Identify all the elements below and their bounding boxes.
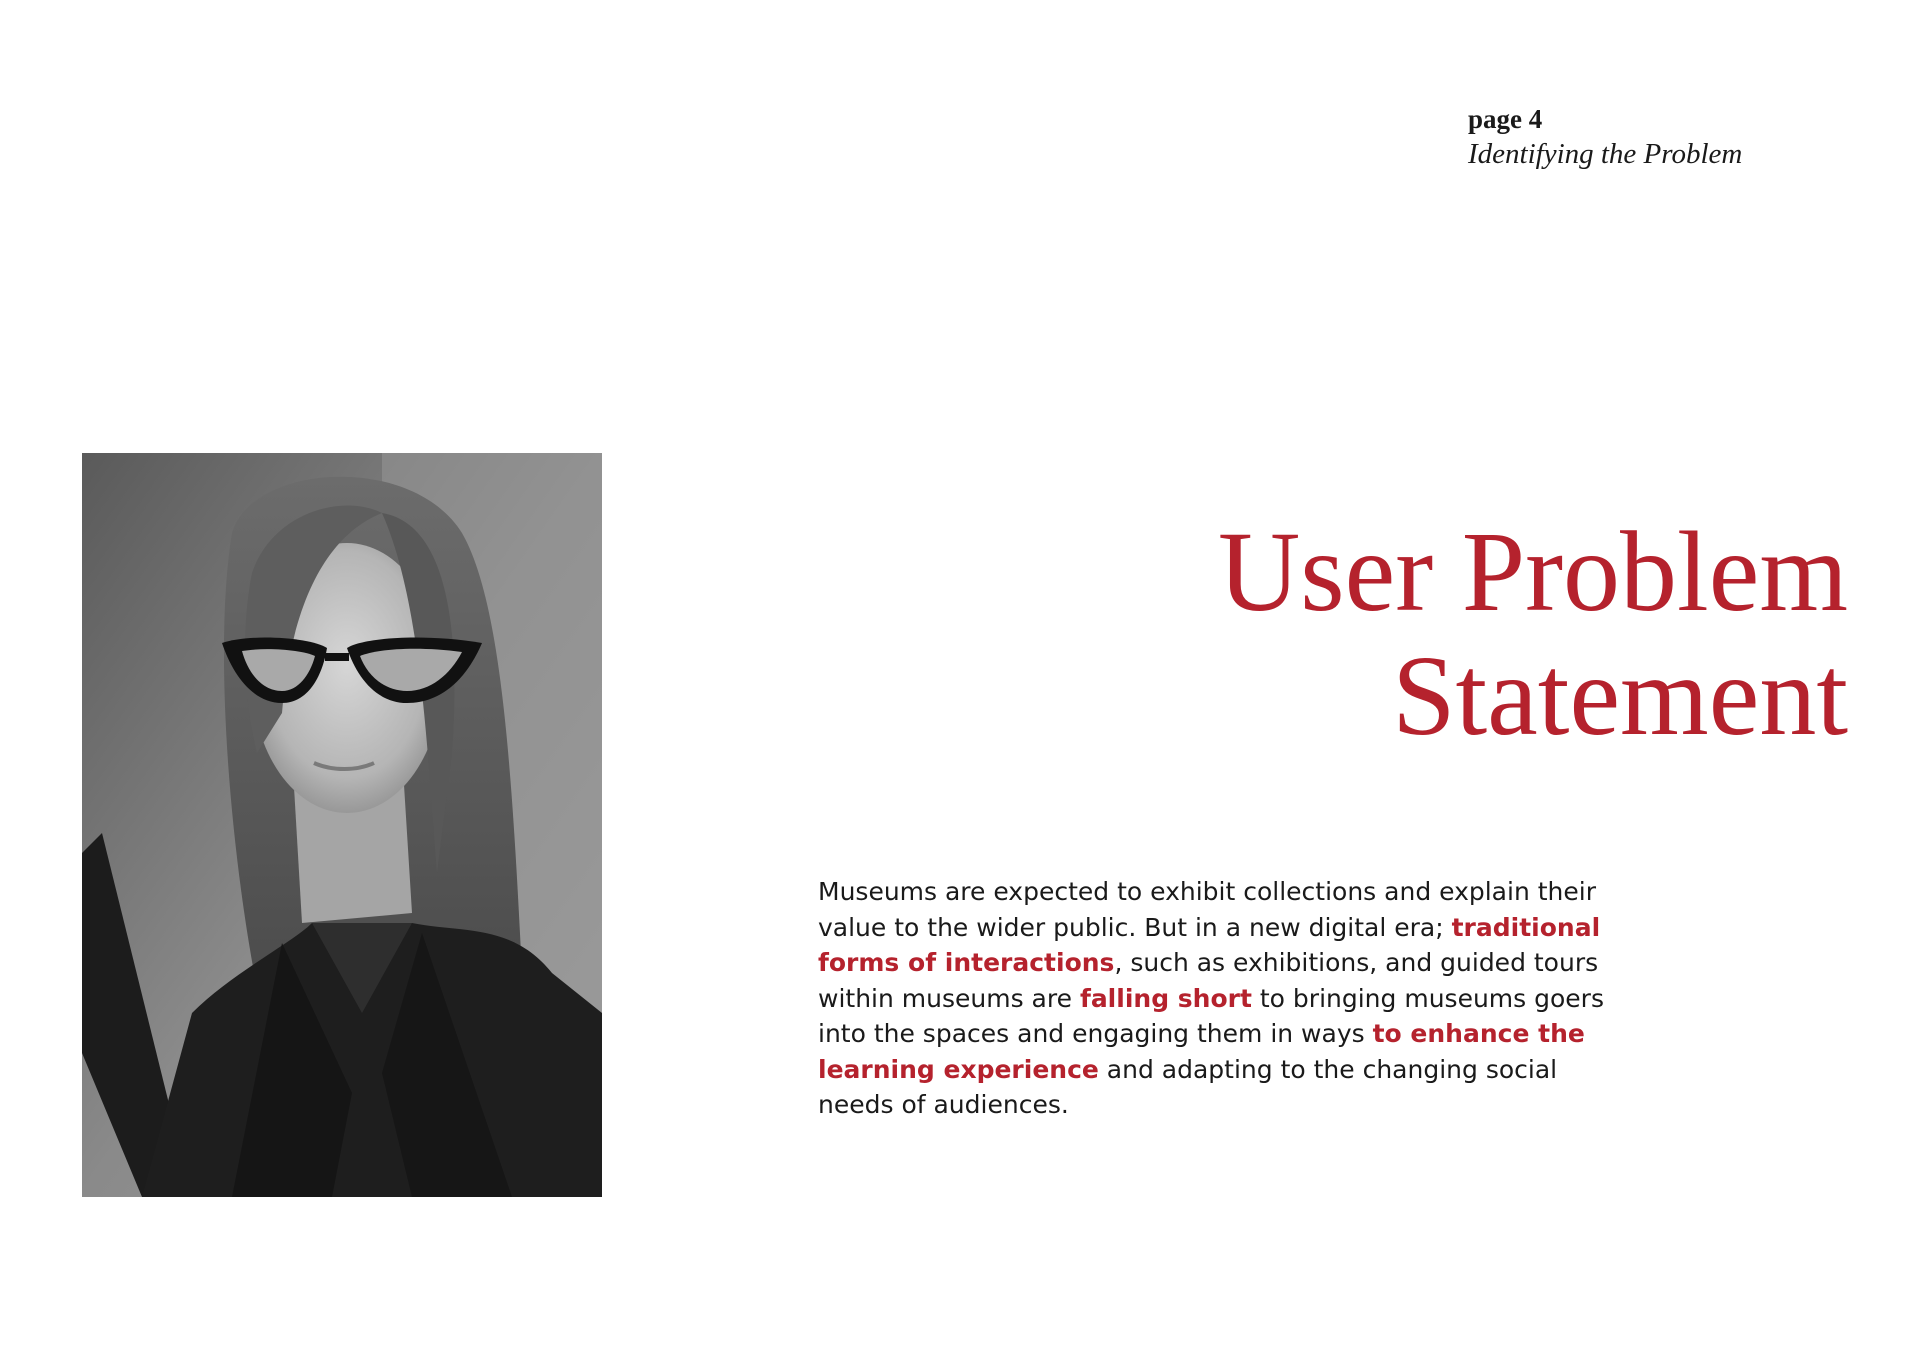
body-text-part-2: , such as exhibitions, and guided tours within museums are bbox=[818, 948, 1599, 1013]
body-text-part-3: to bringing museums goers into the spaces and engaging them in ways bbox=[818, 983, 1604, 1048]
portrait-photo bbox=[82, 453, 602, 1197]
page-title bbox=[948, 510, 1848, 758]
body-text-part-1: Museums are expected to exhibit collections and explain their value to the wider public. But in a new digital era; bbox=[818, 877, 1596, 942]
page-number: page 4 bbox=[1468, 104, 1543, 134]
section-subtitle: Identifying the Problem bbox=[1468, 138, 1743, 170]
highlight-traditional-interactions: traditional forms of interactions bbox=[818, 912, 1601, 977]
highlight-falling-short: falling short bbox=[1079, 983, 1252, 1013]
title-line-1: User Problem bbox=[1217, 508, 1848, 635]
problem-statement-paragraph bbox=[818, 874, 1638, 1123]
highlight-enhance-learning: to enhance the learning experience bbox=[818, 1019, 1585, 1084]
body-text-part-4: and adapting to the changing social needs of audiences. bbox=[818, 1054, 1558, 1119]
page-header bbox=[1468, 102, 1828, 172]
title-line-2: Statement bbox=[1392, 632, 1848, 759]
portrait-illustration bbox=[82, 453, 602, 1197]
